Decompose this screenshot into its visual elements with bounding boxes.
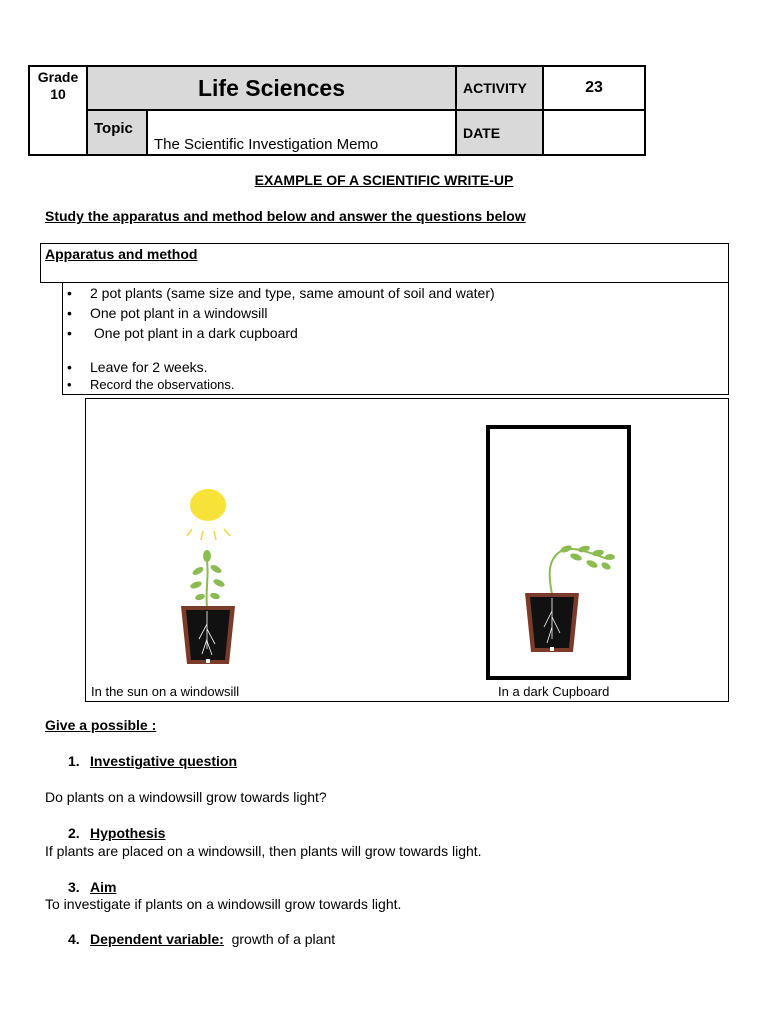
topic-value: The Scientific Investigation Memo (147, 110, 456, 155)
date-label: DATE (456, 110, 543, 155)
list-item-text: One pot plant in a dark cupboard (90, 325, 298, 341)
list-item (67, 325, 298, 341)
instruction-text: Study the apparatus and method below and answer the questions below (45, 208, 526, 224)
plant-in-sun (181, 550, 235, 664)
question-3-heading: 3. Aim (68, 879, 117, 895)
question-3-answer: To investigate if plants on a windowsill grow towards light. (45, 896, 402, 912)
list-item (67, 377, 235, 392)
bullet-icon: • (67, 359, 72, 375)
list-item-text: Record the observations. (90, 377, 235, 392)
list-item-text: 2 pot plants (same size and type, same amount of soil and water) (90, 285, 495, 301)
bullet-icon: • (67, 325, 72, 341)
grade-value: 10 (50, 86, 66, 102)
bullet-icon: • (67, 305, 72, 321)
question-2-heading: 2. Hypothesis (68, 825, 166, 841)
question-2-answer: If plants are placed on a windowsill, then plants will grow towards light. (45, 843, 482, 859)
header-table (28, 65, 646, 156)
apparatus-title: Apparatus and method (45, 246, 198, 262)
list-item (67, 305, 267, 321)
question-1-answer: Do plants on a windowsill grow towards light? (45, 789, 327, 805)
grade-label: Grade (37, 69, 79, 85)
bullet-icon: • (67, 285, 72, 301)
question-4-answer: growth of a plant (231, 931, 336, 947)
experiment-illustration (86, 399, 728, 701)
sun-icon (187, 489, 230, 540)
figure-box (85, 398, 729, 702)
caption-left: In the sun on a windowsill (91, 684, 240, 699)
activity-value: 23 (543, 66, 645, 110)
grade-cell (29, 66, 87, 155)
list-item-text: One pot plant in a windowsill (90, 305, 268, 321)
list-item (67, 359, 208, 375)
bullet-icon: • (67, 377, 72, 392)
list-item-text: Leave for 2 weeks. (90, 359, 208, 375)
questions-intro: Give a possible : (45, 717, 157, 733)
activity-label: ACTIVITY (456, 66, 543, 110)
question-4-heading: 4. Dependent variable: growth of a plant (68, 931, 336, 947)
date-value[interactable] (543, 110, 645, 155)
page-heading: EXAMPLE OF A SCIENTIFIC WRITE-UP (254, 172, 514, 188)
list-item (67, 285, 495, 301)
subject-title: Life Sciences (87, 66, 456, 110)
plant-in-dark (525, 544, 615, 652)
topic-label: Topic (87, 110, 147, 155)
question-1-heading: 1. Investigative question (68, 753, 238, 769)
caption-right: In a dark Cupboard (498, 684, 610, 699)
apparatus-title-box (40, 243, 729, 283)
